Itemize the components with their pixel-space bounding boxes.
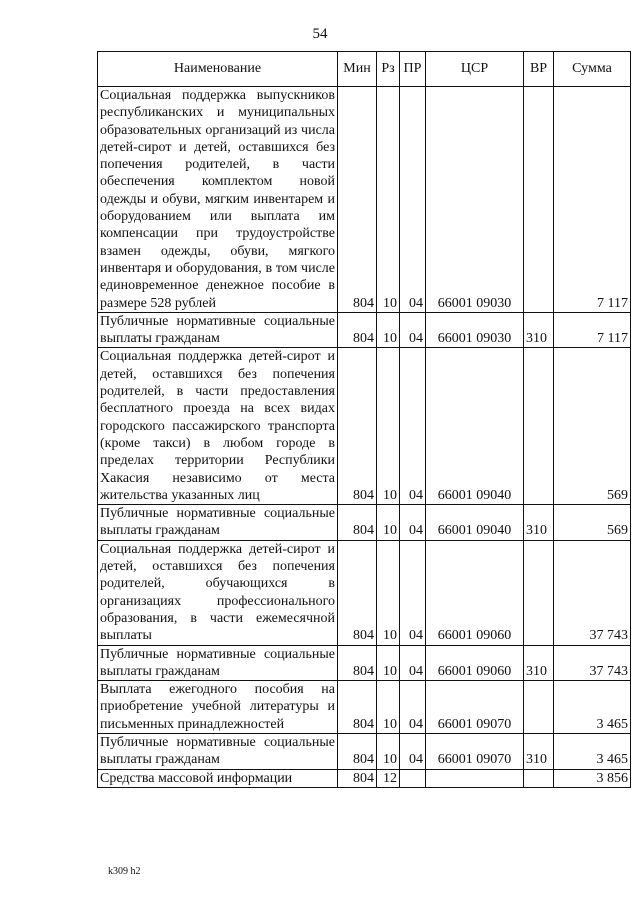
row-vr (524, 540, 554, 645)
row-csr: 66001 09030 (426, 312, 524, 348)
footer-code: k309 h2 (108, 866, 141, 877)
table-row (98, 505, 631, 541)
row-rz: 12 (377, 769, 400, 787)
table-row (98, 645, 631, 681)
row-csr: 66001 09060 (426, 540, 524, 645)
row-sum: 7 117 (554, 312, 631, 348)
row-min: 804 (338, 769, 377, 787)
row-min: 804 (338, 733, 377, 769)
row-rz: 10 (377, 681, 400, 734)
row-vr: 310 (524, 645, 554, 681)
row-min: 804 (338, 348, 377, 505)
row-rz: 10 (377, 540, 400, 645)
row-rz: 10 (377, 645, 400, 681)
row-name: Социальная поддержка детей-сирот и детей, оставшихся без попечения родителей, в части предоставления бесплатного проезда на всех видах городского пассажирского транспорта (кроме такси) в любом городе в пределах территории Республики Хакасия независимо от места жительства указанных лиц (98, 348, 338, 505)
row-min: 804 (338, 505, 377, 541)
row-sum: 569 (554, 505, 631, 541)
row-name: Публичные нормативные социальные выплаты гражданам (98, 645, 338, 681)
table-header-row (98, 52, 631, 87)
row-name: Средства массовой информации (98, 769, 338, 787)
table-row (98, 681, 631, 734)
budget-table (97, 51, 631, 788)
row-name: Социальная поддержка детей-сирот и детей, оставшихся без попечения родителей, обучающихся в организациях профессионального образования, в части ежемесячной выплаты (98, 540, 338, 645)
row-min: 804 (338, 540, 377, 645)
column-header-pr: ПР (400, 52, 426, 87)
row-min: 804 (338, 645, 377, 681)
row-pr: 04 (400, 505, 426, 541)
row-sum: 37 743 (554, 645, 631, 681)
row-sum: 37 743 (554, 540, 631, 645)
row-pr: 04 (400, 733, 426, 769)
row-csr: 66001 09040 (426, 348, 524, 505)
row-min: 804 (338, 87, 377, 313)
row-pr: 04 (400, 681, 426, 734)
row-pr: 04 (400, 645, 426, 681)
column-header-sum: Сумма (554, 52, 631, 87)
table-row (98, 312, 631, 348)
table-row (98, 87, 631, 313)
row-sum: 7 117 (554, 87, 631, 313)
row-min: 804 (338, 312, 377, 348)
column-header-name: Наименование (98, 52, 338, 87)
row-sum: 569 (554, 348, 631, 505)
row-pr: 04 (400, 540, 426, 645)
row-pr (400, 769, 426, 787)
row-vr (524, 681, 554, 734)
row-name: Выплата ежегодного пособия на приобретение учебной литературы и письменных принадлежностей (98, 681, 338, 734)
row-vr (524, 87, 554, 313)
row-sum: 3 465 (554, 681, 631, 734)
row-pr: 04 (400, 87, 426, 313)
row-rz: 10 (377, 505, 400, 541)
row-csr: 66001 09070 (426, 733, 524, 769)
row-min: 804 (338, 681, 377, 734)
column-header-rz: Рз (377, 52, 400, 87)
row-csr: 66001 09070 (426, 681, 524, 734)
table-row (98, 733, 631, 769)
row-rz: 10 (377, 312, 400, 348)
table-row (98, 769, 631, 787)
row-csr: 66001 09030 (426, 87, 524, 313)
row-sum: 3 856 (554, 769, 631, 787)
table-row (98, 348, 631, 505)
row-name: Публичные нормативные социальные выплаты гражданам (98, 733, 338, 769)
row-csr (426, 769, 524, 787)
row-sum: 3 465 (554, 733, 631, 769)
row-name: Социальная поддержка выпускников республиканских и муниципальных образовательных организаций из числа детей-сирот и детей, оставшихся без попечения родителей, в части обеспечения комплектом новой одежды и обуви, мягким инвентарем и оборудованием или выплата им компенсации при трудоустройстве взамен одежды, обуви, мягкого инвентаря и оборудования, в том числе единовременное денежное пособие в размере 528 рублей (98, 87, 338, 313)
row-csr: 66001 09060 (426, 645, 524, 681)
row-vr: 310 (524, 733, 554, 769)
column-header-csr: ЦСР (426, 52, 524, 87)
row-rz: 10 (377, 87, 400, 313)
row-csr: 66001 09040 (426, 505, 524, 541)
row-vr: 310 (524, 312, 554, 348)
row-pr: 04 (400, 348, 426, 505)
row-vr (524, 348, 554, 505)
table-row (98, 540, 631, 645)
row-vr (524, 769, 554, 787)
row-vr: 310 (524, 505, 554, 541)
row-rz: 10 (377, 733, 400, 769)
column-header-vr: ВР (524, 52, 554, 87)
row-name: Публичные нормативные социальные выплаты гражданам (98, 312, 338, 348)
row-pr: 04 (400, 312, 426, 348)
row-name: Публичные нормативные социальные выплаты гражданам (98, 505, 338, 541)
column-header-min: Мин (338, 52, 377, 87)
page-number: 54 (312, 26, 328, 42)
row-rz: 10 (377, 348, 400, 505)
